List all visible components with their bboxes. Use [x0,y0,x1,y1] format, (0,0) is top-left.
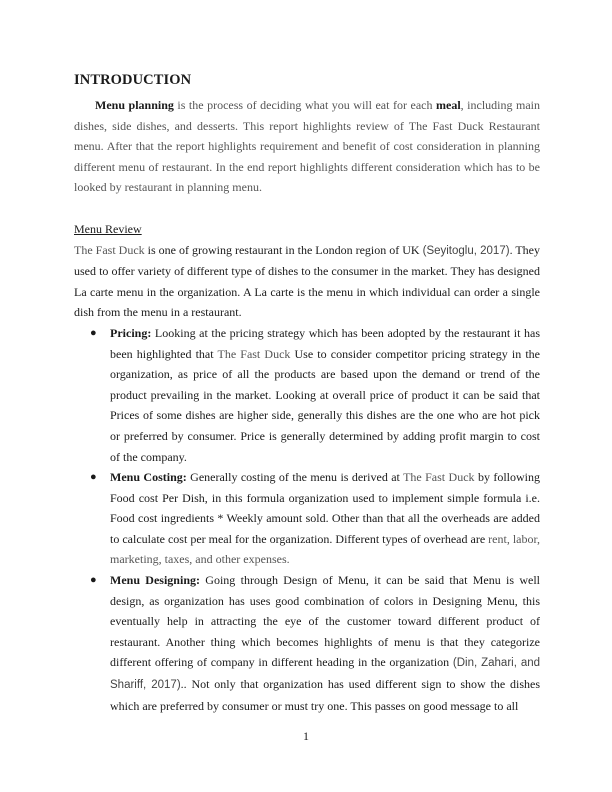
bullet-icon: ● [90,574,97,587]
meal-term: meal [436,98,461,112]
menu-review-heading: Menu Review [74,221,142,236]
menu-planning-term: Menu planning [95,98,174,112]
introduction-heading: INTRODUCTION [74,72,192,88]
review-bullet-list [74,323,540,716]
menu-review-paragraph: The Fast Duck is one of growing restaurant in the London region of UK (Seyitoglu, 2017). They used to offer variety of different type of dishes to the consumer in the market. They has designed La carte menu in the organization. A La carte is the menu in which individual can order a single dish from the menu in a restaurant. [74,242,541,320]
list-item-menu-designing: ● Menu Designing: Going through Design of Menu, it can be said that Menu is well design, as organization has uses good combination of colors in Designing Menu, this eventually help in attracting the eye of the customer toward different product of restaurant. Another thing which becomes highlights of menu is that they categorize different offering of company in different heading in the organization (Din, Zahari, and Shariff, 2017).. Not only that organization has used different sign to show the dishes which are preferred by consumer or must try one. This passes on good message to all [74,570,540,716]
citation: (Din, Zahari, and Shariff, 2017) [110,657,541,692]
bullet-icon: ● [90,326,97,339]
page-number: 1 [303,729,309,743]
citation: (Seyitoglu, 2017) [422,244,510,257]
document-page [74,72,540,716]
introduction-paragraph: Menu planning is the process of deciding what you will eat for each meal, including main dishes, side dishes, and desserts. This report highlights review of The Fast Duck Restaurant menu. After that the report highlights requirement and benefit of cost consideration in planning different menu of restaurant. In the end report highlights different consideration which has to be looked by restaurant in planning menu. [74,98,541,195]
bullet-icon: ● [90,471,97,484]
list-item-menu-costing: ● Menu Costing: Generally costing of the menu is derived at The Fast Duck by following Food cost Per Dish, in this formula organization used to implement simple formula i.e. Food cost ingredients * Weekly amount sold. Other than that all the overheads are added to calculate cost per meal for the organization. Different types of overhead are rent, labor, marketing, taxes, and other expenses. [74,467,540,570]
list-item-pricing: ● Pricing: Looking at the pricing strategy which has been adopted by the restaurant it has been highlighted that The Fast Duck Use to consider competitor pricing strategy in the organization, as price of all the products are based upon the demand or trend of the product prevailing in the market. Looking at overall price of product it can be said that Prices of some dishes are higher side, generally this dishes are the one who are hot pick or preferred by consumer. Price is generally determined by adding profit margin to cost of the company. [74,323,540,467]
